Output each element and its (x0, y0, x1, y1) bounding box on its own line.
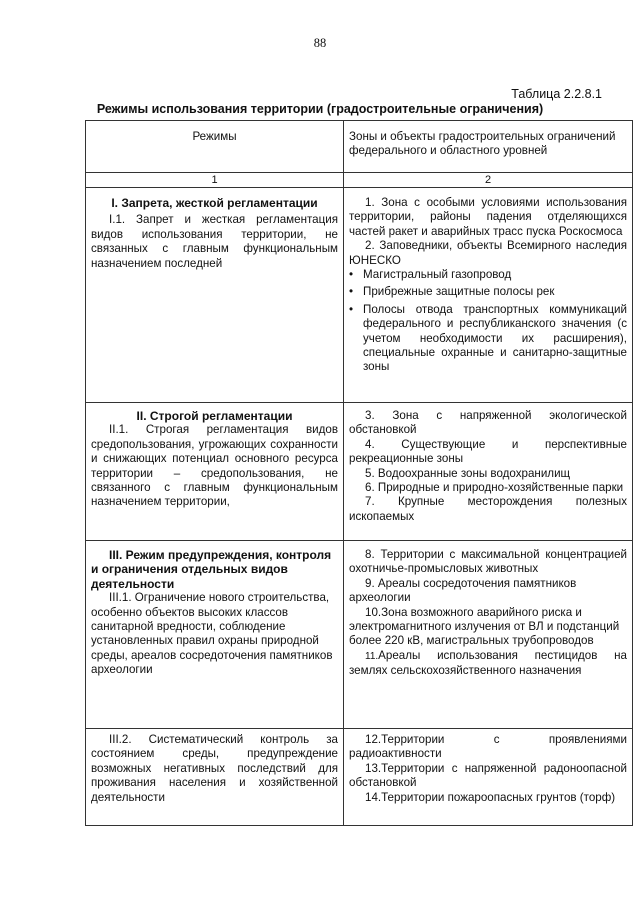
bullet-icon: • (349, 285, 354, 299)
section-title: I. Запрета, жесткой регламентации (111, 196, 318, 210)
regime-cell (86, 403, 344, 541)
table-label: Таблица 2.2.8.1 (511, 87, 602, 101)
zones-cell (344, 729, 633, 826)
table-title: Режимы использования территории (градостроительные ограничения) (96, 102, 544, 116)
header-col-1: Режимы (86, 121, 344, 173)
section-description: III.2. Систематический контроль за состоянием среды, предупреждение возможных негативных последствий для проживания населения и хозяйственной деятельности (91, 733, 338, 804)
table-header-row (86, 121, 633, 173)
bullet-text: Прибрежные защитные полосы рек (363, 285, 555, 299)
restrictions-table (85, 120, 633, 826)
regime-cell (86, 188, 344, 403)
section-description: I.1. Запрет и жесткая регламентация видов использования территории, не связанных с главным функциональным назначением последней (91, 213, 338, 270)
section-description: III.1. Ограничение нового строительства, особенно объектов высоких классов санитарной вредности, соблюдение установленных правил охраны природной среды, ареалов сосредоточения памятников археологии (91, 591, 333, 677)
list-item: 13.Территории с напряженной радоноопасной обстановкой (349, 761, 627, 790)
column-number-row (86, 173, 633, 188)
list-item: 8. Территории с максимальной концентрацией охотничье-промысловых животных (349, 548, 627, 576)
list-item: 5. Водоохранные зоны водохранилищ (365, 466, 571, 480)
table-row (86, 541, 633, 729)
section-description: II.1. Строгая регламентация видов средопользования, угрожающих сохранности и снижающих потенциал основного ресурса территории – средопользования, не связанного с главным функциональным назначением территории, (91, 423, 338, 509)
list-item (349, 649, 627, 679)
list-item: 7. Крупные месторождения полезных ископаемых (349, 495, 627, 523)
bullet-item (349, 268, 627, 282)
zones-cell (344, 541, 633, 729)
list-item: 12.Территории с проявлениями радиоактивности (349, 733, 627, 761)
bullet-text: Магистральный газопровод (363, 268, 512, 282)
list-item: 3. Зона с напряженной экологической обстановкой (349, 409, 627, 437)
list-item: 9. Ареалы сосредоточения памятников археологии (349, 576, 577, 605)
table-row (86, 729, 633, 826)
list-item: 4. Существующие и перспективные рекреационные зоны (349, 437, 627, 466)
section-title: III. Режим предупреждения, контроля и ограничения отдельных видов деятельности (91, 548, 332, 591)
item-number: 11. (365, 650, 379, 662)
bullet-icon: • (349, 302, 354, 316)
regime-cell (86, 541, 344, 729)
table-row (86, 188, 633, 403)
regime-cell (86, 729, 344, 826)
column-number-1: 1 (86, 173, 344, 188)
section-title: II. Строгой регламентации (136, 409, 293, 423)
list-item-continuation: более 220 кВ, магистральных трубопроводов (349, 634, 594, 648)
list-item: 14.Территории пожароопасных грунтов (торф) (365, 790, 616, 804)
bullet-item (349, 285, 627, 299)
list-item: 2. Заповедники, объекты Всемирного наследия ЮНЕСКО (349, 239, 627, 267)
bullet-text: Полосы отвода транспортных коммуникаций федерального и республиканского значения (с учетом необходимости их расширения), специальные охранные и санитарно-защитные зоны (363, 302, 627, 374)
column-number-2: 2 (344, 173, 633, 188)
list-item: 10.Зона возможного аварийного риска и электромагнитного излучения от ВЛ и подстанций (349, 605, 620, 634)
list-item: 1. Зона с особыми условиями использования территории, районы падения отделяющихся частей ракет и аварийных трасс пуска Роскосмоса (349, 196, 627, 238)
page-number: 88 (313, 36, 327, 50)
bullet-icon: • (349, 268, 354, 282)
table-row (86, 403, 633, 541)
bullet-item (349, 303, 627, 375)
header-col-2: Зоны и объекты градостроительных ограничений федерального и областного уровней (344, 121, 633, 173)
item-text: Ареалы использования пестицидов на землях сельскохозяйственного назначения (349, 648, 627, 678)
list-item: 6. Природные и природно-хозяйственные парки (365, 481, 624, 495)
zones-cell (344, 403, 633, 541)
zones-cell (344, 188, 633, 403)
